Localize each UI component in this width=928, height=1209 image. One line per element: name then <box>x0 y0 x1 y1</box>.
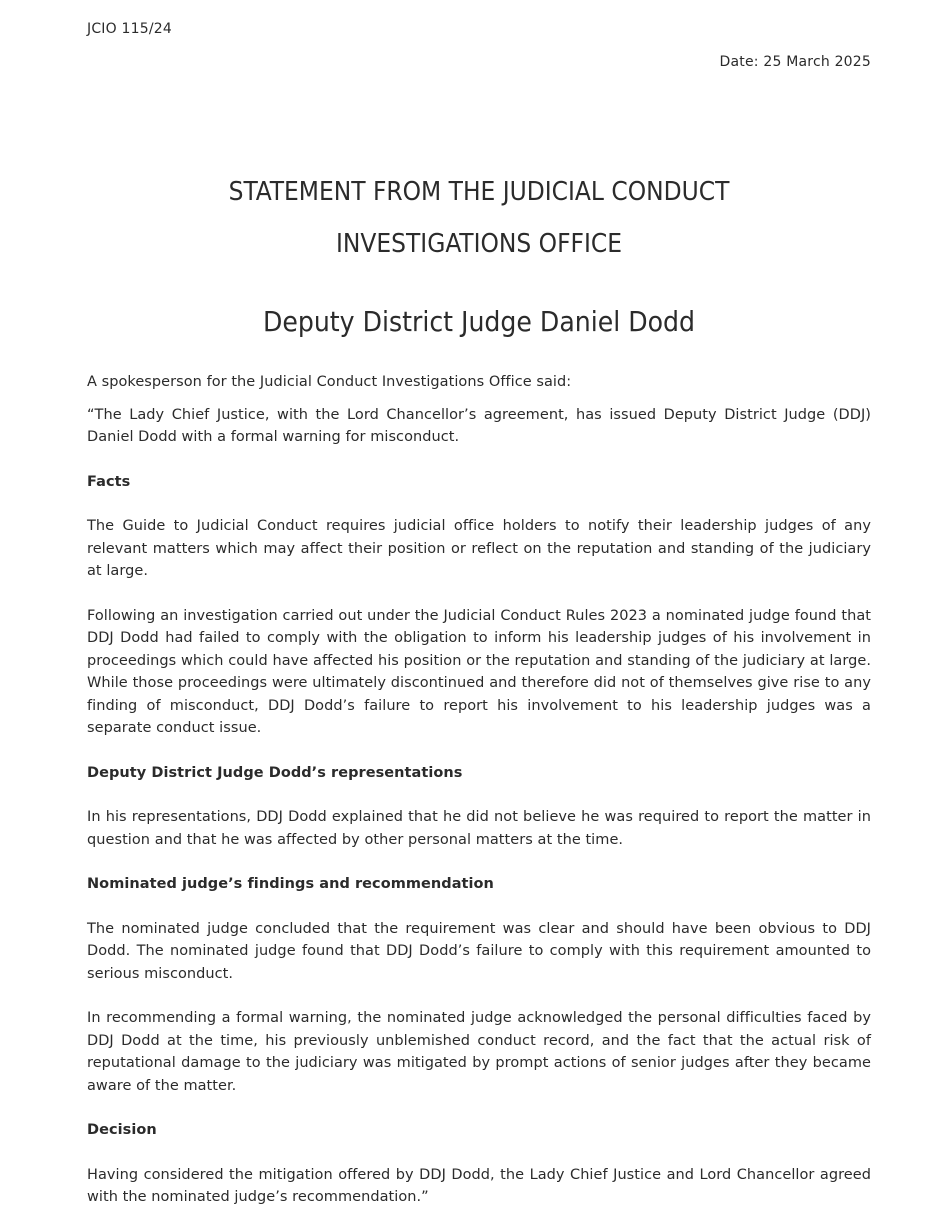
findings-paragraph-2: In recommending a formal warning, the nominated judge acknowledged the personal difficulties faced by DDJ Dodd at the time, his previously unblemished conduct record, and the fact that the actual risk of reputational damage to the judiciary was mitigated by prompt actions of senior judges after they became aware of the matter. <box>87 1010 871 1094</box>
reference-number: JCIO 115/24 <box>87 21 172 37</box>
intro-paragraph: A spokesperson for the Judicial Conduct Investigations Office said: <box>87 374 572 390</box>
findings-paragraph-1: The nominated judge concluded that the requirement was clear and should have been obvious to DDJ Dodd. The nominated judge found that DDJ Dodd’s failure to comply with this requirement amounted to serious misconduct. <box>87 920 871 982</box>
decision-paragraph: Having considered the mitigation offered by DDJ Dodd, the Lady Chief Justice and Lord Chancellor agreed with the nominated judge’s recommendation.” <box>87 1166 871 1205</box>
section-heading-representations: Deputy District Judge Dodd’s representations <box>87 764 463 781</box>
section-heading-decision: Decision <box>87 1122 157 1138</box>
facts-paragraph-1: The Guide to Judicial Conduct requires judicial office holders to notify their leadership judges of any relevant matters which may affect their position or reflect on the reputation and standing of the judiciary at large. <box>87 518 871 579</box>
section-heading-facts: Facts <box>87 473 131 490</box>
statement-body <box>87 371 871 1209</box>
statement-date: Date: 25 March 2025 <box>719 54 871 70</box>
representations-paragraph: In his representations, DDJ Dodd explained that he did not believe he was required to report the matter in question and that he was affected by other personal matters at the time. <box>87 809 871 848</box>
title-line-1: STATEMENT FROM THE JUDICIAL CONDUCT <box>228 177 730 207</box>
opening-paragraph: “The Lady Chief Justice, with the Lord Chancellor’s agreement, has issued Deputy District Judge (DDJ) Daniel Dodd with a formal warning for misconduct. <box>87 406 871 445</box>
section-heading-findings: Nominated judge’s findings and recommendation <box>87 876 494 892</box>
judge-name-heading: Deputy District Judge Daniel Dodd <box>262 305 696 338</box>
page-title <box>87 166 871 270</box>
facts-paragraph-2: Following an investigation carried out under the Judicial Conduct Rules 2023 a nominated judge found that DDJ Dodd had failed to comply with the obligation to inform his leadership judges of his involvement in proceedings which could have affected his position or the reputation and standing of the judiciary at large. While those proceedings were ultimately discontinued and therefore did not of themselves give rise to any finding of misconduct, DDJ Dodd’s failure to report his involvement to his leadership judges was a separate conduct issue. <box>87 607 871 736</box>
title-line-2: INVESTIGATIONS OFFICE <box>336 229 622 259</box>
